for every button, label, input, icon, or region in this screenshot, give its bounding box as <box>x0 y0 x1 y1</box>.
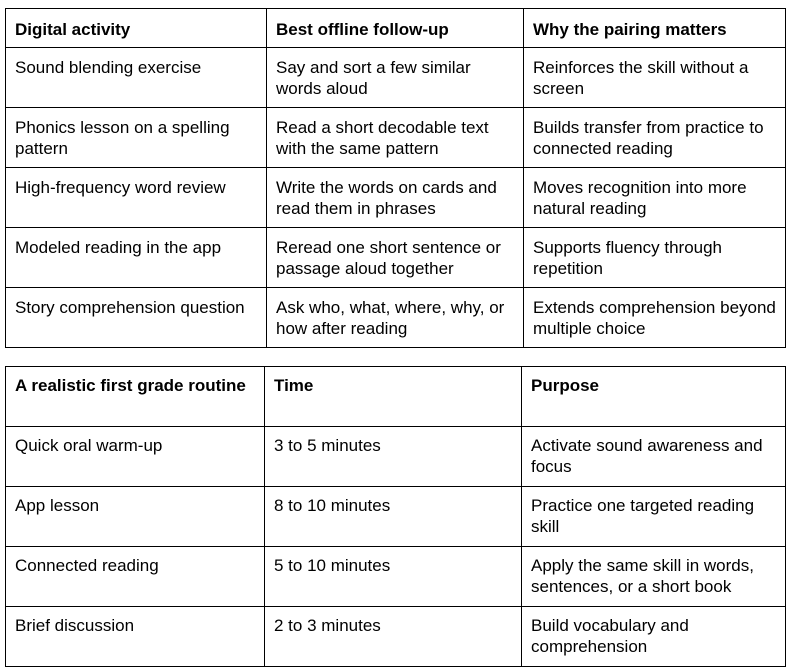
column-header-routine: A realistic first grade routine <box>6 367 265 427</box>
column-header-purpose: Purpose <box>522 367 786 427</box>
table-cell: Brief discussion <box>6 607 265 667</box>
table-cell: Activate sound awareness and focus <box>522 427 786 487</box>
table-row <box>6 547 786 607</box>
table-row <box>6 427 786 487</box>
column-header-time: Time <box>265 367 522 427</box>
first-grade-routine-table <box>5 366 786 667</box>
table-cell: Extends comprehension beyond multiple choice <box>524 288 786 348</box>
table-cell: Modeled reading in the app <box>6 228 267 288</box>
table-header-row <box>6 9 786 48</box>
table-row <box>6 228 786 288</box>
table-row <box>6 607 786 667</box>
table-row <box>6 48 786 108</box>
table-row <box>6 288 786 348</box>
table-cell: Story comprehension question <box>6 288 267 348</box>
table-cell: 5 to 10 minutes <box>265 547 522 607</box>
table-cell: Apply the same skill in words, sentences, or a short book <box>522 547 786 607</box>
table-cell: Connected reading <box>6 547 265 607</box>
activity-pairing-table <box>5 8 786 348</box>
table-cell: Ask who, what, where, why, or how after reading <box>267 288 524 348</box>
table-cell: Builds transfer from practice to connected reading <box>524 108 786 168</box>
table-cell: Say and sort a few similar words aloud <box>267 48 524 108</box>
table-cell: App lesson <box>6 487 265 547</box>
table-cell: Quick oral warm-up <box>6 427 265 487</box>
table-cell: Phonics lesson on a spelling pattern <box>6 108 267 168</box>
table-cell: Reinforces the skill without a screen <box>524 48 786 108</box>
table-cell: High-frequency word review <box>6 168 267 228</box>
table-header-row <box>6 367 786 427</box>
column-header-offline-follow-up: Best offline follow-up <box>267 9 524 48</box>
column-header-why-pairing-matters: Why the pairing matters <box>524 9 786 48</box>
table-row <box>6 487 786 547</box>
table-cell: 8 to 10 minutes <box>265 487 522 547</box>
table-row <box>6 108 786 168</box>
table-cell: Build vocabulary and comprehension <box>522 607 786 667</box>
table-cell: Read a short decodable text with the same pattern <box>267 108 524 168</box>
table-row <box>6 168 786 228</box>
table-cell: Supports fluency through repetition <box>524 228 786 288</box>
table-cell: Moves recognition into more natural reading <box>524 168 786 228</box>
table-cell: 3 to 5 minutes <box>265 427 522 487</box>
column-header-digital-activity: Digital activity <box>6 9 267 48</box>
table-cell: Write the words on cards and read them in phrases <box>267 168 524 228</box>
table-cell: 2 to 3 minutes <box>265 607 522 667</box>
table-cell: Sound blending exercise <box>6 48 267 108</box>
table-cell: Reread one short sentence or passage aloud together <box>267 228 524 288</box>
table-cell: Practice one targeted reading skill <box>522 487 786 547</box>
